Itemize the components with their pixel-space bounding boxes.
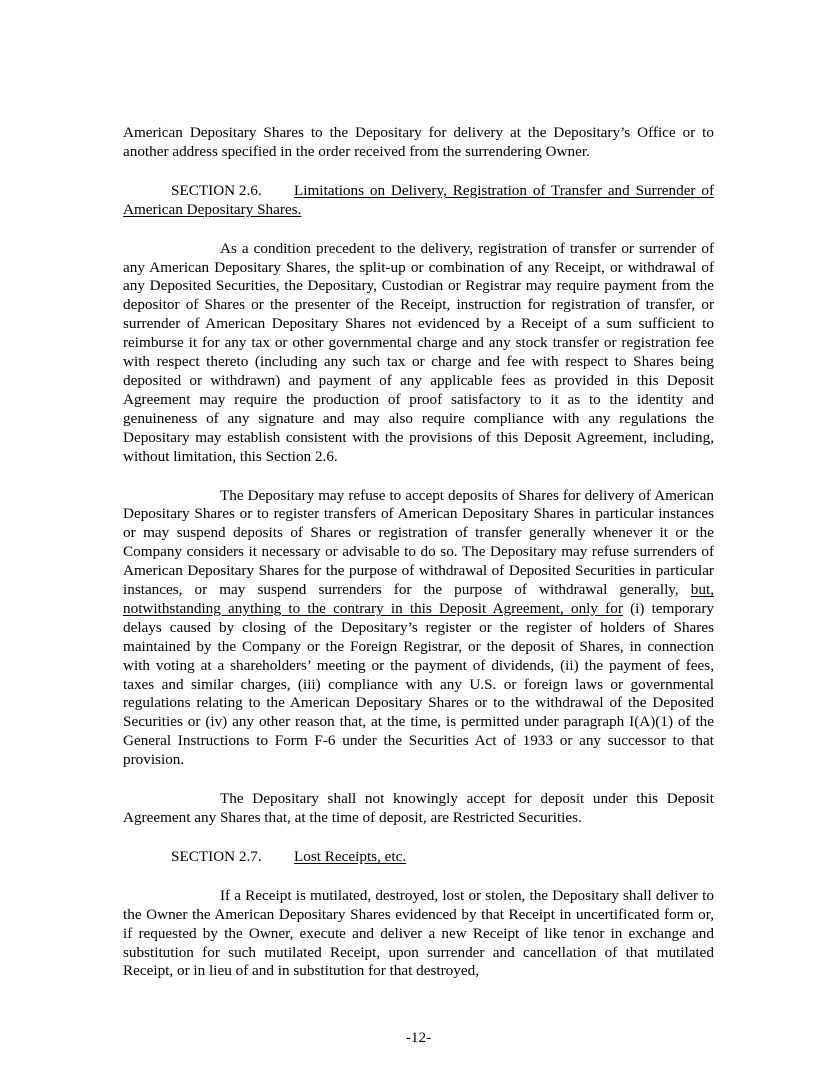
section-2-7-heading: [123, 848, 714, 867]
section-2-7-number: SECTION 2.7.: [171, 847, 262, 865]
continuation-paragraph: American Depositary Shares to the Depositary for delivery at the Depositary’s Office or to another address specified in the order received from the surrendering Owner.: [123, 124, 714, 160]
section-2-6-paragraph-1: As a condition precedent to the delivery, registration of transfer or surrender of any American Depositary Shares, the split-up or combination of any Receipt, or withdrawal of any Deposited Securities, the Depositary, Custodian or Registrar may require payment from the depositor of Shares or the presenter of the Receipt, instruction for registration of transfer, or surrender of American Depositary Shares not evidenced by a Receipt of a sum sufficient to reimburse it for any tax or other governmental charge and any stock transfer or registration fee with respect thereto (including any such tax or charge and fee with respect to Shares being deposited or withdrawn) and payment of any applicable fees as provided in this Deposit Agreement may require the production of proof satisfactory to it as to the identity and genuineness of any signature and may also require compliance with any regulations the Depositary may establish consistent with the provisions of this Deposit Agreement, including, without limitation, this Section 2.6.: [123, 239, 714, 465]
page-number: -12-: [405, 1029, 432, 1046]
section-2-6-paragraph-3: The Depositary shall not knowingly accept for deposit under this Deposit Agreement any Shares that, at the time of deposit, are Restricted Securities.: [123, 790, 714, 826]
section-2-6-paragraph-2-part-b: (i) temporary delays caused by closing of the Depositary’s register or the register of holders of Shares maintained by the Company or the Foreign Registrar, or the deposit of Shares, in connection with voting at a shareholders’ meeting or the payment of dividends, (ii) the payment of fees, taxes and similar charges, (iii) compliance with any U.S. or foreign laws or governmental regulations relating to the American Depositary Shares or to the withdrawal of the Deposited Securities or (iv) any other reason that, at the time, is permitted under paragraph I(A)(1) of the General Instructions to Form F-6 under the Securities Act of 1933 or any successor to that provision.: [123, 599, 714, 769]
section-2-6-number: SECTION 2.6.: [171, 181, 262, 199]
section-2-7-paragraph-1: If a Receipt is mutilated, destroyed, lost or stolen, the Depositary shall deliver to the Owner the American Depositary Shares evidenced by that Receipt in uncertificated form or, if requested by the Owner, execute and deliver a new Receipt of like tenor in exchange and substitution for such mutilated Receipt, upon surrender and cancellation of that mutilated Receipt, or in lieu of and in substitution for that destroyed,: [123, 886, 714, 980]
section-2-6-title: Limitations on Delivery, Registration of Transfer and Surrender of American Depositary Shares.: [123, 181, 714, 218]
section-2-6-heading: [123, 182, 714, 220]
section-2-6-paragraph-2-underlined: but, notwithstanding anything to the contrary in this Deposit Agreement, only for: [123, 581, 714, 617]
page-body: [123, 124, 714, 981]
section-2-6-paragraph-2-part-a: The Depositary may refuse to accept deposits of Shares for delivery of American Depositary Shares or to register transfers of American Depositary Shares in particular instances or may suspend deposits of Shares or registration of transfer generally whenever it or the Company considers it necessary or advisable to do so. The Depositary may refuse surrenders of American Depositary Shares for the purpose of withdrawal of Deposited Securities in particular instances, or may suspend surrenders for the purpose of withdrawal generally,: [123, 486, 714, 599]
section-2-7-title: Lost Receipts, etc.: [294, 847, 407, 865]
section-2-6-paragraph-2: [123, 487, 714, 771]
